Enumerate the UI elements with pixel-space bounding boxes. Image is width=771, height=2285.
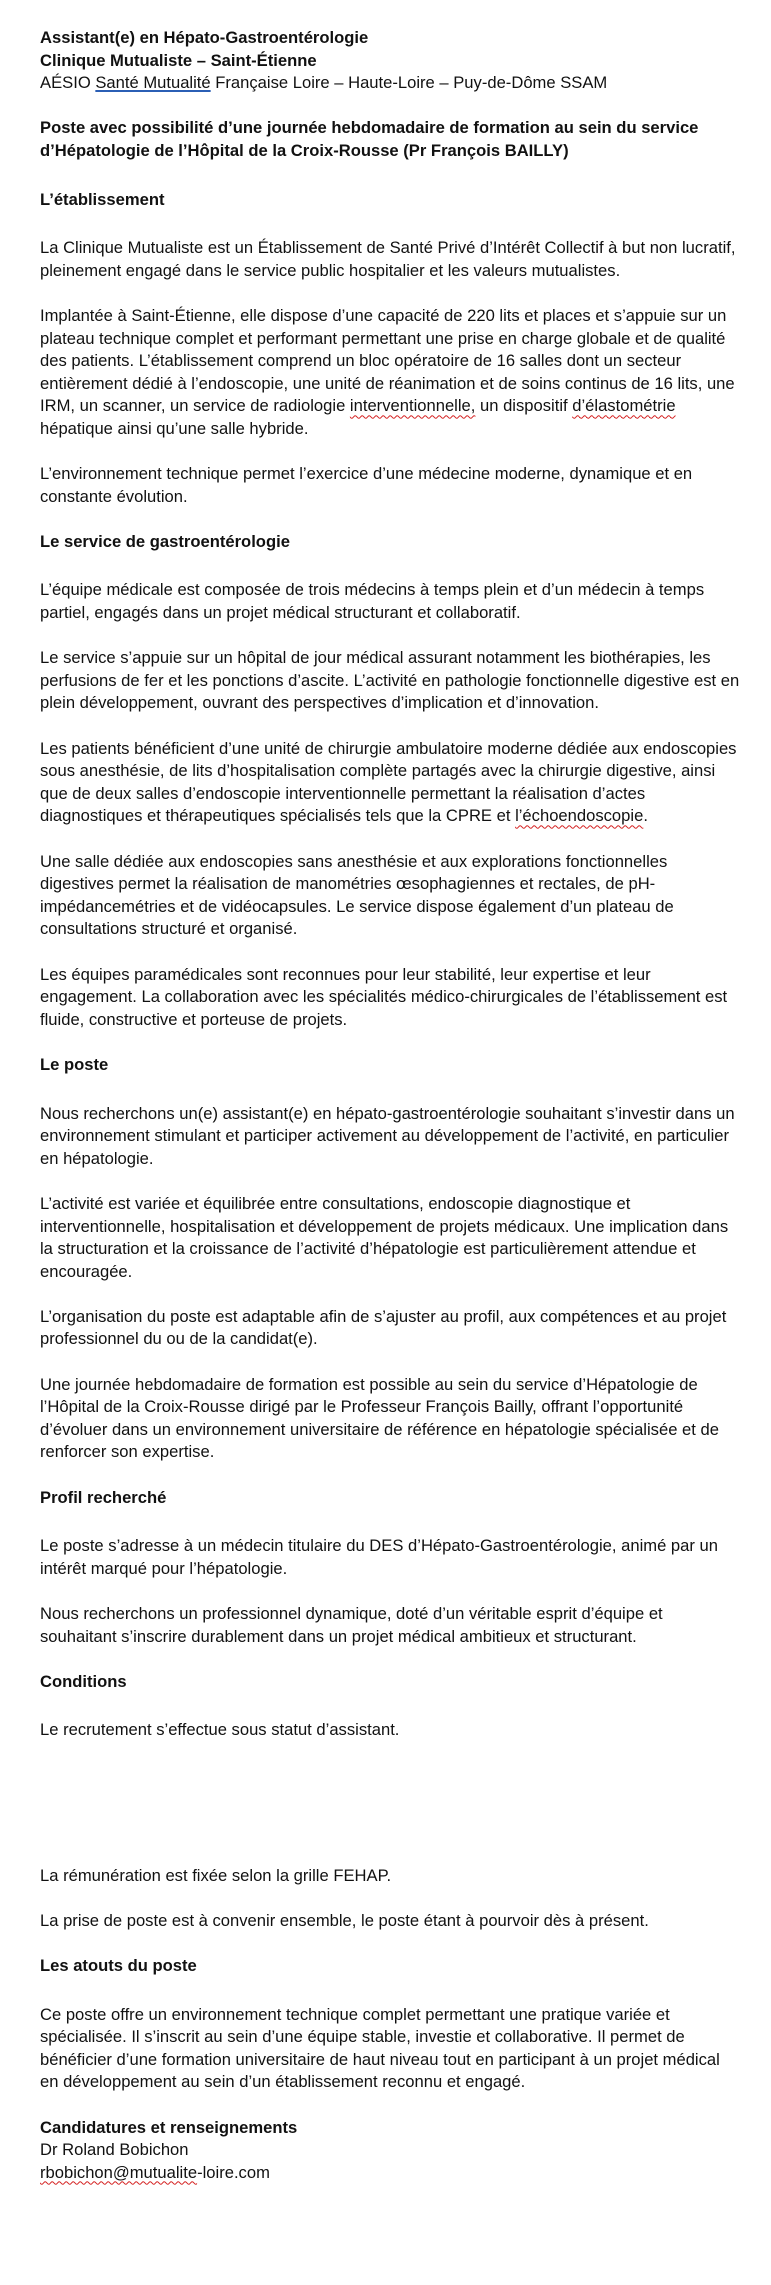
paragraph: La Clinique Mutualiste est un Établissement de Santé Privé d’Intérêt Collectif à but non lucratif, pleinement engagé dans le service public hospitalier et les valeurs mutualistes. [40, 238, 736, 280]
section-contact [40, 2117, 741, 2185]
paragraph [40, 738, 741, 828]
paragraph [40, 305, 741, 441]
section-profil [40, 1487, 741, 1649]
section-heading: Les atouts du poste [40, 1955, 197, 1975]
paragraph: Nous recherchons un(e) assistant(e) en hépato-gastroentérologie souhaitant s’investir dans un environnement stimulant et participer activement au développement de l’activité, en particulier en hépatologie. [40, 1103, 735, 1168]
section-service [40, 531, 741, 1031]
paragraph: L’organisation du poste est adaptable afin de s’ajuster au profil, aux compétences et au projet professionnel du ou de la candidat(e). [40, 1306, 727, 1349]
org-link[interactable]: Santé Mutualité [95, 73, 211, 93]
text-run: -loire.com [197, 2162, 270, 2182]
job-subtitle: Poste avec possibilité d’une journée hebdomadaire de formation au sein du service d’Hépatologie de l’Hôpital de la Croix-Rousse (Pr François BAILLY) [40, 118, 699, 160]
section-heading: L’établissement [40, 189, 165, 209]
misspelled-word: l’échoendoscopie [515, 806, 644, 826]
blank-space [40, 1765, 741, 1865]
paragraph: Le poste s’adresse à un médecin titulaire du DES d’Hépato-Gastroentérologie, animé par un intérêt marqué pour l’hépatologie. [40, 1536, 718, 1578]
paragraph: Le recrutement s’effectue sous statut d’assistant. [40, 1720, 400, 1740]
section-atouts [40, 1955, 741, 2094]
paragraph: Nous recherchons un professionnel dynamique, doté d’un véritable esprit d’équipe et souhaitant s’inscrire durablement dans un projet médical ambitieux et structurant. [40, 1604, 663, 1646]
section-etablissement [40, 189, 741, 509]
paragraph: L’équipe médicale est composée de trois médecins à temps plein et d’un médecin à temps partiel, engagés dans un projet médical structurant et collaboratif. [40, 580, 705, 623]
section-conditions [40, 1671, 741, 1933]
paragraph: La prise de poste est à convenir ensemble, le poste étant à pourvoir dès à présent. [40, 1910, 649, 1930]
text-run: hépatique ainsi qu’une salle hybride. [40, 418, 309, 438]
organization-line [40, 72, 741, 95]
contact-heading: Candidatures et renseignements [40, 2117, 298, 2137]
misspelled-word: interventionnelle, [349, 396, 476, 416]
text-run: Implantée à Saint-Étienne, elle dispose d’une capacité de 220 lits et places et s’appuie sur un plateau technique complet et performant permettant une prise en charge globale et de qualité des patients. L’établissement comprend un bloc opératoire de 16 salles dont un secteur entièrement dédié à l’endoscopie, une unité de réanimation et de soins continus de 16 lits, une IRM, un scanner, un service de radiologie [40, 305, 735, 416]
paragraph: Une salle dédiée aux endoscopies sans anesthésie et aux explorations fonctionnelles digestives permet la réalisation de manométries œsophagiennes et rectales, de pH-impédancemétries et de vidéocapsules. Le service dispose également d’un plateau de consultations structuré et organisé. [40, 851, 674, 939]
paragraph: Une journée hebdomadaire de formation est possible au sein du service d’Hépatologie de l’Hôpital de la Croix-Rousse dirigé par le Professeur François Bailly, offrant l’opportunité d’évoluer dans un environnement universitaire de référence en hépatologie spécialisée et de renforcer son expertise. [40, 1374, 719, 1462]
paragraph: Les équipes paramédicales sont reconnues pour leur stabilité, leur expertise et leur engagement. La collaboration avec les spécialités médico-chirurgicales de l’établissement est fluide, constructive et porteuse de projets. [40, 964, 728, 1029]
section-heading: Le service de gastroentérologie [40, 531, 290, 551]
text-run: . [643, 806, 648, 826]
org-prefix: AÉSIO [40, 73, 96, 93]
misspelled-word: rbobichon@mutualite [40, 2162, 198, 2182]
section-heading: Conditions [40, 1671, 127, 1691]
paragraph: Le service s’appuie sur un hôpital de jour médical assurant notamment les biothérapies, les perfusions de fer et les ponctions d’ascite. L’activité en pathologie fonctionnelle digestive est en plein développement, ouvrant des perspectives d’implication et d’innovation. [40, 648, 740, 713]
section-heading: Profil recherché [40, 1487, 167, 1507]
contact-name: Dr Roland Bobichon [40, 2140, 189, 2160]
text-run: un dispositif [475, 396, 573, 416]
misspelled-word: d’élastométrie [572, 396, 676, 416]
paragraph: La rémunération est fixée selon la grille FEHAP. [40, 1865, 392, 1885]
text-run: Les patients bénéficient d’une unité de chirurgie ambulatoire moderne dédiée aux endoscopies sous anesthésie, de lits d’hospitalisation complète partagés avec la chirurgie digestive, ainsi que de deux salles d’endoscopie interventionnelle permettant la réalisation d’actes diagnostiques et thérapeutiques spécialisés tels que la CPRE et [40, 738, 737, 826]
paragraph: L’environnement technique permet l’exercice d’une médecine moderne, dynamique et en constante évolution. [40, 464, 693, 506]
document-header [40, 27, 741, 95]
section-poste [40, 1054, 741, 1464]
job-title: Assistant(e) en Hépato-Gastroentérologie [40, 28, 369, 47]
org-suffix: Française Loire – Haute-Loire – Puy-de-Dôme SSAM [210, 73, 608, 93]
institution-name: Clinique Mutualiste – Saint-Étienne [40, 50, 317, 70]
section-heading: Le poste [40, 1054, 109, 1074]
contact-email[interactable] [40, 2162, 741, 2185]
paragraph: L’activité est variée et équilibrée entre consultations, endoscopie diagnostique et interventionnelle, hospitalisation et développement de projets médicaux. Une implication dans la structuration et la croissance de l’activité d’hépatologie est particulièrement attendue et encouragée. [40, 1193, 729, 1281]
paragraph: Ce poste offre un environnement technique complet permettant une pratique variée et spécialisée. Il s’inscrit au sein d’une équipe stable, investie et collaborative. Il permet de bénéficier d’une formation universitaire de haut niveau tout en participant à un projet médical en développement au sein d’un établissement reconnu et engagé. [40, 2004, 720, 2092]
